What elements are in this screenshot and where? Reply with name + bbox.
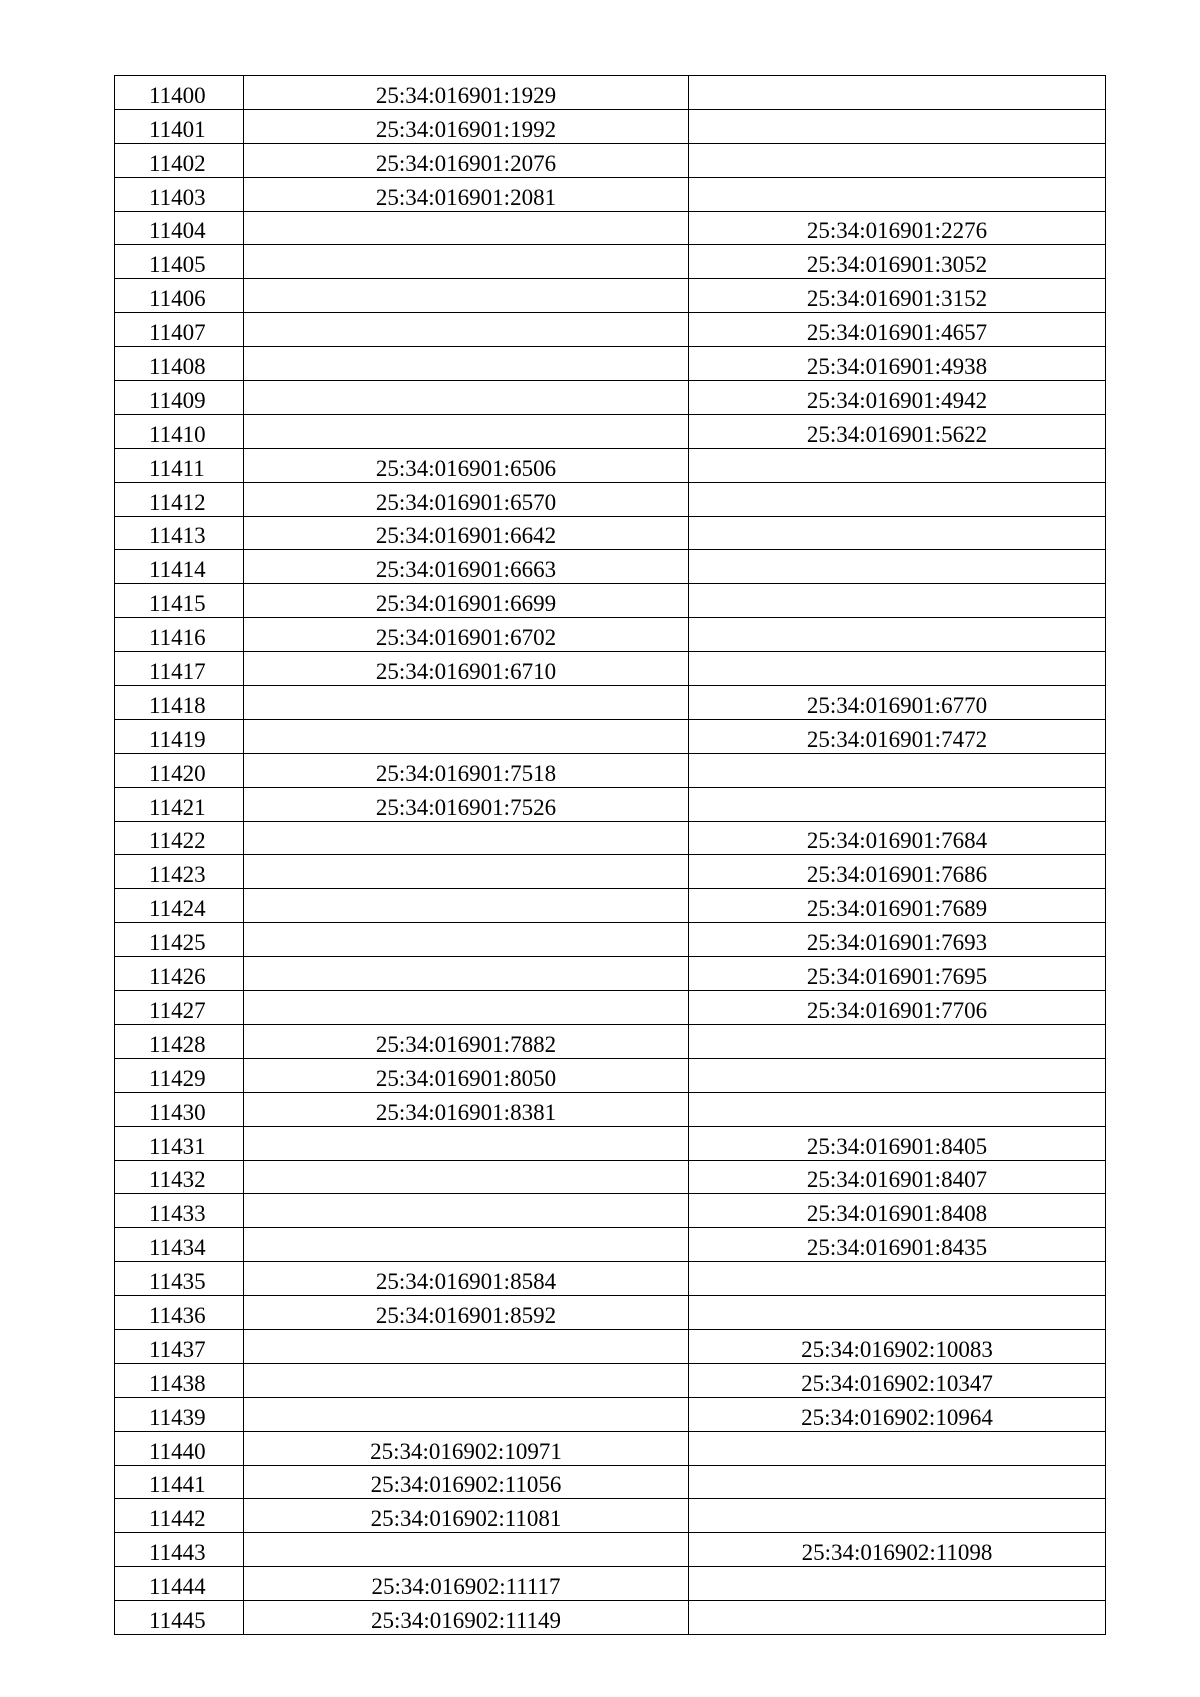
- row-number-cell: [115, 381, 244, 415]
- cadastral-number-cell-left: [244, 1228, 689, 1262]
- table-row: [115, 618, 1106, 652]
- cadastral-number-text-right: 25:34:016901:7695: [806, 964, 988, 990]
- cadastral-number-cell-right: [689, 584, 1106, 618]
- table-row: [115, 957, 1106, 991]
- row-number-cell: [115, 1533, 244, 1567]
- row-number-cell: [115, 1228, 244, 1262]
- row-number-cell: [115, 1024, 244, 1058]
- cadastral-number-cell-left: [244, 313, 689, 347]
- cadastral-number-cell-left: [244, 1397, 689, 1431]
- cadastral-number-cell-right: [689, 381, 1106, 415]
- row-number-cell: [115, 1567, 244, 1601]
- row-number-text: 11420: [149, 760, 206, 786]
- table-row: [115, 821, 1106, 855]
- table-row: [115, 1160, 1106, 1194]
- cadastral-number-text-right: 25:34:016901:6770: [806, 692, 988, 718]
- cadastral-number-cell-right: [689, 448, 1106, 482]
- cadastral-number-text-right: 25:34:016902:11098: [801, 1540, 993, 1566]
- cadastral-number-text-right: 25:34:016901:7693: [806, 930, 988, 956]
- cadastral-number-cell-left: [244, 1601, 689, 1635]
- cadastral-number-text-right: [689, 1632, 1105, 1634]
- cadastral-number-cell-left: [244, 753, 689, 787]
- row-number-text: 11417: [149, 659, 206, 685]
- row-number-cell: [115, 143, 244, 177]
- row-number-cell: [115, 1058, 244, 1092]
- cadastral-number-cell-left: [244, 1363, 689, 1397]
- row-number-text: 11422: [149, 828, 206, 854]
- cadastral-number-cell-right: [689, 143, 1106, 177]
- row-number-text: 11436: [149, 1302, 206, 1328]
- row-number-cell: [115, 584, 244, 618]
- cadastral-number-text-right: 25:34:016901:7472: [806, 726, 988, 752]
- cadastral-number-cell-left: [244, 855, 689, 889]
- cadastral-number-cell-left: [244, 957, 689, 991]
- table-row: [115, 1092, 1106, 1126]
- table-row: [115, 313, 1106, 347]
- row-number-text: 11438: [149, 1370, 206, 1396]
- cadastral-number-text-left: 25:34:016901:6702: [375, 625, 557, 651]
- table-row: [115, 279, 1106, 313]
- row-number-text: 11430: [149, 1099, 206, 1125]
- table-row: [115, 76, 1106, 110]
- cadastral-number-cell-right: [689, 1092, 1106, 1126]
- row-number-text: 11405: [149, 252, 206, 278]
- cadastral-number-text-right: 25:34:016901:8435: [806, 1235, 988, 1261]
- row-number-cell: [115, 76, 244, 110]
- cadastral-number-text-right: 25:34:016901:4657: [806, 320, 988, 346]
- row-number-cell: [115, 957, 244, 991]
- table-row: [115, 1126, 1106, 1160]
- row-number-cell: [115, 1499, 244, 1533]
- cadastral-number-text-right: 25:34:016901:8407: [806, 1167, 988, 1193]
- row-number-cell: [115, 1363, 244, 1397]
- row-number-cell: [115, 686, 244, 720]
- row-number-cell: [115, 821, 244, 855]
- cadastral-number-cell-left: [244, 787, 689, 821]
- row-number-cell: [115, 313, 244, 347]
- row-number-cell: [115, 923, 244, 957]
- row-number-cell: [115, 753, 244, 787]
- cadastral-number-cell-right: [689, 1431, 1106, 1465]
- cadastral-number-cell-right: [689, 1024, 1106, 1058]
- table-body: [115, 76, 1106, 1635]
- cadastral-number-text-right: 25:34:016901:4942: [806, 387, 988, 413]
- cadastral-number-cell-left: [244, 448, 689, 482]
- cadastral-number-text-left: 25:34:016901:6710: [375, 659, 557, 685]
- cadastral-number-cell-right: [689, 719, 1106, 753]
- cadastral-number-cell-right: [689, 279, 1106, 313]
- cadastral-number-text-right: 25:34:016901:4938: [806, 354, 988, 380]
- cadastral-number-cell-left: [244, 584, 689, 618]
- table-row: [115, 1296, 1106, 1330]
- cadastral-number-text-right: 25:34:016901:8405: [806, 1133, 988, 1159]
- row-number-text: 11408: [149, 354, 206, 380]
- table-row: [115, 381, 1106, 415]
- cadastral-number-cell-left: [244, 719, 689, 753]
- cadastral-number-cell-right: [689, 76, 1106, 110]
- table-row: [115, 414, 1106, 448]
- cadastral-number-cell-right: [689, 1194, 1106, 1228]
- row-number-text: 11440: [149, 1438, 206, 1464]
- row-number-text: 11431: [149, 1133, 206, 1159]
- cadastral-number-text-left: 25:34:016901:2076: [375, 150, 557, 176]
- cadastral-number-cell-right: [689, 1126, 1106, 1160]
- cadastral-number-cell-right: [689, 855, 1106, 889]
- table-row: [115, 1024, 1106, 1058]
- cadastral-number-text-left: 25:34:016901:6506: [375, 455, 557, 481]
- table-row: [115, 1329, 1106, 1363]
- row-number-text: 11426: [149, 964, 206, 990]
- table-row: [115, 347, 1106, 381]
- cadastral-number-cell-left: [244, 76, 689, 110]
- row-number-cell: [115, 855, 244, 889]
- table-row: [115, 1363, 1106, 1397]
- cadastral-number-cell-right: [689, 347, 1106, 381]
- table-row: [115, 1499, 1106, 1533]
- row-number-text: 11437: [149, 1336, 206, 1362]
- row-number-text: 11424: [149, 896, 206, 922]
- row-number-text: 11434: [149, 1235, 206, 1261]
- row-number-text: 11402: [149, 150, 206, 176]
- cadastral-number-cell-right: [689, 1465, 1106, 1499]
- cadastral-number-cell-left: [244, 1329, 689, 1363]
- row-number-cell: [115, 1092, 244, 1126]
- row-number-cell: [115, 1601, 244, 1635]
- row-number-text: 11409: [149, 387, 206, 413]
- cadastral-number-cell-right: [689, 1499, 1106, 1533]
- row-number-cell: [115, 550, 244, 584]
- row-number-cell: [115, 245, 244, 279]
- cadastral-number-cell-right: [689, 109, 1106, 143]
- row-number-text: 11435: [149, 1269, 206, 1295]
- cadastral-number-cell-left: [244, 245, 689, 279]
- row-number-text: 11403: [149, 184, 206, 210]
- cadastral-number-text-left: 25:34:016901:8592: [375, 1302, 557, 1328]
- cadastral-number-cell-left: [244, 1499, 689, 1533]
- cadastral-number-text-left: 25:34:016901:1992: [375, 116, 557, 142]
- cadastral-number-cell-right: [689, 753, 1106, 787]
- row-number-text: 11443: [149, 1540, 206, 1566]
- cadastral-number-text-left: 25:34:016901:7882: [375, 1031, 557, 1057]
- cadastral-number-cell-right: [689, 1160, 1106, 1194]
- cadastral-number-cell-left: [244, 686, 689, 720]
- cadastral-number-text-left: 25:34:016902:11117: [371, 1574, 561, 1600]
- cadastral-number-cell-right: [689, 991, 1106, 1025]
- cadastral-number-cell-right: [689, 821, 1106, 855]
- table-row: [115, 1601, 1106, 1635]
- row-number-text: 11432: [149, 1167, 206, 1193]
- cadastral-number-table: [114, 75, 1106, 1635]
- table-row: [115, 1194, 1106, 1228]
- cadastral-number-text-right: 25:34:016902:10964: [801, 1404, 993, 1430]
- row-number-cell: [115, 1160, 244, 1194]
- row-number-cell: [115, 618, 244, 652]
- row-number-cell: [115, 1126, 244, 1160]
- cadastral-number-text-right: 25:34:016901:7689: [806, 896, 988, 922]
- cadastral-number-text-right: 25:34:016902:10347: [801, 1370, 993, 1396]
- table-row: [115, 753, 1106, 787]
- cadastral-number-text-left: 25:34:016901:6642: [375, 523, 557, 549]
- row-number-cell: [115, 1262, 244, 1296]
- row-number-text: 11418: [149, 692, 206, 718]
- cadastral-number-cell-right: [689, 1296, 1106, 1330]
- cadastral-number-text-right: 25:34:016901:8408: [806, 1201, 988, 1227]
- row-number-cell: [115, 787, 244, 821]
- cadastral-number-cell-left: [244, 279, 689, 313]
- table-row: [115, 889, 1106, 923]
- row-number-text: 11400: [149, 82, 206, 108]
- cadastral-number-cell-right: [689, 482, 1106, 516]
- table-row: [115, 787, 1106, 821]
- cadastral-number-text-right: 25:34:016902:10083: [801, 1336, 993, 1362]
- row-number-cell: [115, 1296, 244, 1330]
- row-number-cell: [115, 109, 244, 143]
- row-number-text: 11410: [149, 421, 206, 447]
- cadastral-number-cell-right: [689, 414, 1106, 448]
- cadastral-number-cell-left: [244, 652, 689, 686]
- row-number-text: 11416: [149, 625, 206, 651]
- row-number-text: 11415: [149, 591, 206, 617]
- row-number-text: 11433: [149, 1201, 206, 1227]
- cadastral-number-text-left: 25:34:016901:7518: [375, 760, 557, 786]
- row-number-cell: [115, 652, 244, 686]
- row-number-cell: [115, 1431, 244, 1465]
- table-row: [115, 109, 1106, 143]
- cadastral-number-cell-right: [689, 211, 1106, 245]
- cadastral-number-cell-left: [244, 347, 689, 381]
- cadastral-number-text-left: 25:34:016901:6570: [375, 489, 557, 515]
- cadastral-number-cell-right: [689, 787, 1106, 821]
- cadastral-number-text-left: 25:34:016901:6699: [375, 591, 557, 617]
- cadastral-number-cell-left: [244, 482, 689, 516]
- cadastral-number-text-right: 25:34:016901:3052: [806, 252, 988, 278]
- table-row: [115, 584, 1106, 618]
- table-row: [115, 686, 1106, 720]
- row-number-text: 11419: [149, 726, 206, 752]
- row-number-text: 11429: [149, 1065, 206, 1091]
- row-number-cell: [115, 991, 244, 1025]
- cadastral-number-cell-left: [244, 1194, 689, 1228]
- row-number-text: 11442: [149, 1506, 206, 1532]
- cadastral-number-cell-right: [689, 1533, 1106, 1567]
- row-number-cell: [115, 1329, 244, 1363]
- cadastral-number-cell-left: [244, 1533, 689, 1567]
- row-number-text: 11444: [149, 1574, 206, 1600]
- cadastral-number-cell-right: [689, 1601, 1106, 1635]
- row-number-text: 11445: [149, 1607, 206, 1633]
- table-row: [115, 652, 1106, 686]
- row-number-cell: [115, 889, 244, 923]
- cadastral-number-text-right: 25:34:016901:5622: [806, 421, 988, 447]
- table-row: [115, 177, 1106, 211]
- cadastral-number-text-left: 25:34:016902:11081: [370, 1506, 562, 1532]
- cadastral-number-text-left: 25:34:016901:7526: [375, 794, 557, 820]
- row-number-text: 11401: [149, 116, 206, 142]
- table-row: [115, 991, 1106, 1025]
- table-row: [115, 1465, 1106, 1499]
- cadastral-number-cell-right: [689, 1567, 1106, 1601]
- table-row: [115, 1397, 1106, 1431]
- cadastral-number-cell-left: [244, 381, 689, 415]
- cadastral-number-cell-left: [244, 109, 689, 143]
- cadastral-number-text-left: 25:34:016901:8584: [375, 1269, 557, 1295]
- table-row: [115, 1058, 1106, 1092]
- row-number-cell: [115, 347, 244, 381]
- cadastral-number-text-left: 25:34:016901:2081: [375, 184, 557, 210]
- cadastral-number-cell-right: [689, 1397, 1106, 1431]
- row-number-text: 11407: [149, 320, 206, 346]
- cadastral-number-text-right: 25:34:016901:7686: [806, 862, 988, 888]
- row-number-text: 11404: [149, 218, 206, 244]
- cadastral-number-text-left: 25:34:016901:6663: [375, 557, 557, 583]
- cadastral-number-cell-right: [689, 957, 1106, 991]
- table-row: [115, 448, 1106, 482]
- row-number-text: 11425: [149, 930, 206, 956]
- row-number-cell: [115, 1465, 244, 1499]
- row-number-text: 11412: [149, 489, 206, 515]
- cadastral-number-text-right: 25:34:016901:7706: [806, 997, 988, 1023]
- cadastral-number-cell-right: [689, 245, 1106, 279]
- cadastral-number-text-left: 25:34:016902:10971: [370, 1438, 562, 1464]
- cadastral-number-cell-left: [244, 991, 689, 1025]
- cadastral-number-cell-left: [244, 1431, 689, 1465]
- cadastral-number-cell-left: [244, 414, 689, 448]
- cadastral-number-cell-left: [244, 550, 689, 584]
- cadastral-number-cell-left: [244, 1126, 689, 1160]
- cadastral-number-cell-right: [689, 313, 1106, 347]
- cadastral-number-cell-right: [689, 652, 1106, 686]
- row-number-text: 11423: [149, 862, 206, 888]
- cadastral-number-cell-left: [244, 516, 689, 550]
- cadastral-number-text-right: 25:34:016901:2276: [806, 218, 988, 244]
- cadastral-number-cell-left: [244, 1465, 689, 1499]
- cadastral-number-cell-left: [244, 618, 689, 652]
- cadastral-number-cell-right: [689, 516, 1106, 550]
- row-number-cell: [115, 1194, 244, 1228]
- cadastral-number-cell-left: [244, 1058, 689, 1092]
- table-row: [115, 1262, 1106, 1296]
- table-row: [115, 855, 1106, 889]
- row-number-cell: [115, 719, 244, 753]
- table-row: [115, 143, 1106, 177]
- cadastral-number-cell-right: [689, 686, 1106, 720]
- cadastral-number-cell-right: [689, 1329, 1106, 1363]
- cadastral-number-cell-right: [689, 1058, 1106, 1092]
- row-number-cell: [115, 414, 244, 448]
- row-number-text: 11406: [149, 286, 206, 312]
- row-number-cell: [115, 177, 244, 211]
- table-row: [115, 516, 1106, 550]
- cadastral-number-cell-left: [244, 177, 689, 211]
- table-row: [115, 245, 1106, 279]
- cadastral-number-cell-left: [244, 1567, 689, 1601]
- cadastral-number-cell-left: [244, 889, 689, 923]
- cadastral-number-cell-left: [244, 1160, 689, 1194]
- table-row: [115, 923, 1106, 957]
- cadastral-number-text-right: 25:34:016901:3152: [806, 286, 988, 312]
- cadastral-number-text-left: 25:34:016901:8050: [375, 1065, 557, 1091]
- row-number-text: 11421: [149, 794, 206, 820]
- cadastral-number-cell-right: [689, 1363, 1106, 1397]
- row-number-text: 11441: [149, 1472, 206, 1498]
- cadastral-number-text-left: 25:34:016901:8381: [375, 1099, 557, 1125]
- row-number-text: 11414: [149, 557, 206, 583]
- cadastral-number-cell-right: [689, 923, 1106, 957]
- cadastral-number-cell-left: [244, 211, 689, 245]
- cadastral-number-cell-left: [244, 1024, 689, 1058]
- table-row: [115, 482, 1106, 516]
- table-row: [115, 1228, 1106, 1262]
- cadastral-number-text-right: 25:34:016901:7684: [806, 828, 988, 854]
- table-row: [115, 211, 1106, 245]
- cadastral-number-cell-right: [689, 177, 1106, 211]
- row-number-text: 11439: [149, 1404, 206, 1430]
- cadastral-number-cell-left: [244, 143, 689, 177]
- row-number-cell: [115, 211, 244, 245]
- row-number-text: 11411: [149, 455, 205, 481]
- cadastral-number-cell-right: [689, 1262, 1106, 1296]
- cadastral-number-text-left: 25:34:016902:11056: [370, 1472, 562, 1498]
- cadastral-number-cell-right: [689, 618, 1106, 652]
- row-number-cell: [115, 448, 244, 482]
- cadastral-number-cell-right: [689, 1228, 1106, 1262]
- cadastral-number-text-left: 25:34:016902:11149: [371, 1607, 561, 1633]
- cadastral-number-cell-left: [244, 923, 689, 957]
- table-row: [115, 1567, 1106, 1601]
- row-number-text: 11428: [149, 1031, 206, 1057]
- cadastral-number-cell-left: [244, 1296, 689, 1330]
- table-row: [115, 1431, 1106, 1465]
- row-number-cell: [115, 279, 244, 313]
- row-number-cell: [115, 1397, 244, 1431]
- cadastral-number-text-left: 25:34:016901:1929: [375, 82, 557, 108]
- cadastral-number-cell-right: [689, 889, 1106, 923]
- cadastral-number-cell-left: [244, 1092, 689, 1126]
- cadastral-number-cell-left: [244, 821, 689, 855]
- row-number-cell: [115, 482, 244, 516]
- row-number-cell: [115, 516, 244, 550]
- table-row: [115, 719, 1106, 753]
- cadastral-number-cell-right: [689, 550, 1106, 584]
- row-number-text: 11427: [149, 997, 206, 1023]
- table-row: [115, 1533, 1106, 1567]
- row-number-text: 11413: [149, 523, 206, 549]
- cadastral-number-cell-left: [244, 1262, 689, 1296]
- table-row: [115, 550, 1106, 584]
